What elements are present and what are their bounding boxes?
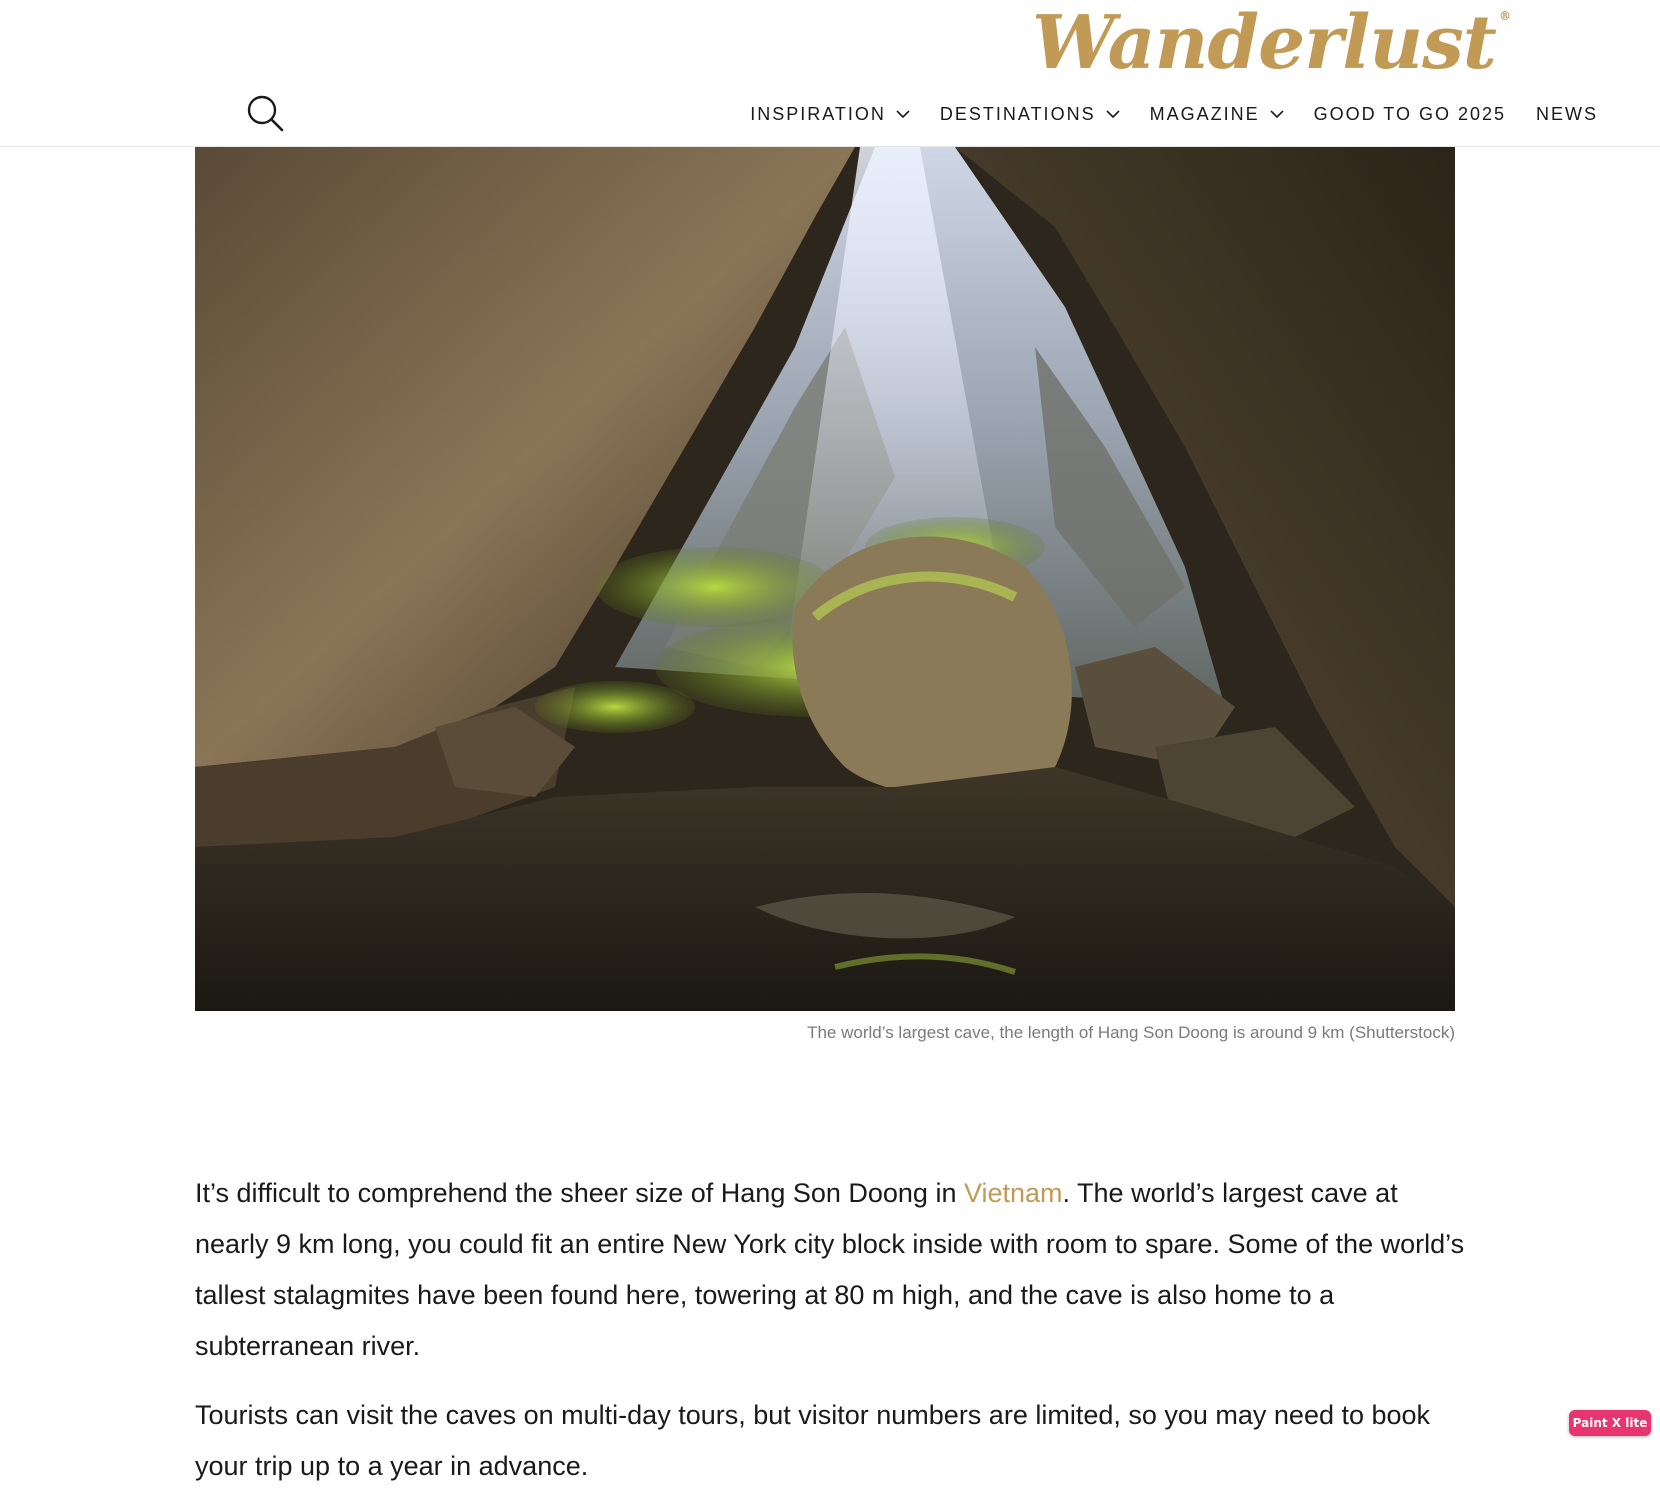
nav-inspiration-label: INSPIRATION [750, 103, 886, 124]
cave-illustration [195, 147, 1455, 1011]
nav-good-to-go-label: GOOD TO GO 2025 [1313, 103, 1506, 124]
wanderlust-logo[interactable] [1032, 0, 1510, 86]
search-icon [244, 92, 288, 136]
article-body [195, 1168, 1465, 1510]
nav-destinations[interactable] [940, 104, 1120, 125]
logo-text: Wanderlust [1032, 0, 1496, 86]
nav-inspiration[interactable] [750, 104, 910, 125]
paragraph [195, 1168, 1465, 1372]
site-header [0, 0, 1660, 147]
vietnam-link[interactable]: Vietnam [963, 1178, 1063, 1208]
hero-caption: The world’s largest cave, the length of Hang Son Doong is around 9 km (Shutterstock) [807, 1023, 1455, 1042]
paragraph-text: It’s difficult to comprehend the sheer size of Hang Son Doong in [195, 1178, 964, 1208]
paragraph-text: . The world’s largest cave at nearly 9 km long, you could fit an entire New York city block inside with room to spare. Some of the world’s tallest stalagmites have been found here, towering at 80 m high, and the cave is also home to a subterranean river. [195, 1178, 1465, 1361]
nav-destinations-label: DESTINATIONS [939, 103, 1096, 124]
registered-mark: ® [1499, 9, 1510, 23]
chevron-down-icon [1106, 109, 1120, 119]
hero-image [195, 147, 1455, 1011]
nav-good-to-go[interactable] [1314, 104, 1506, 125]
chevron-down-icon [896, 109, 910, 119]
chevron-down-icon [1270, 109, 1284, 119]
nav-news-label: NEWS [1536, 103, 1598, 124]
paint-x-lite-badge[interactable]: Paint X lite [1569, 1410, 1651, 1436]
nav-news[interactable] [1536, 104, 1598, 125]
main-nav [750, 100, 1598, 128]
nav-magazine-label: MAGAZINE [1149, 103, 1260, 124]
search-button[interactable] [244, 92, 288, 136]
nav-magazine[interactable] [1150, 104, 1284, 125]
paragraph: Tourists can visit the caves on multi-day tours, but visitor numbers are limited, so you may need to book your trip up to a year in advance. [195, 1400, 1431, 1481]
